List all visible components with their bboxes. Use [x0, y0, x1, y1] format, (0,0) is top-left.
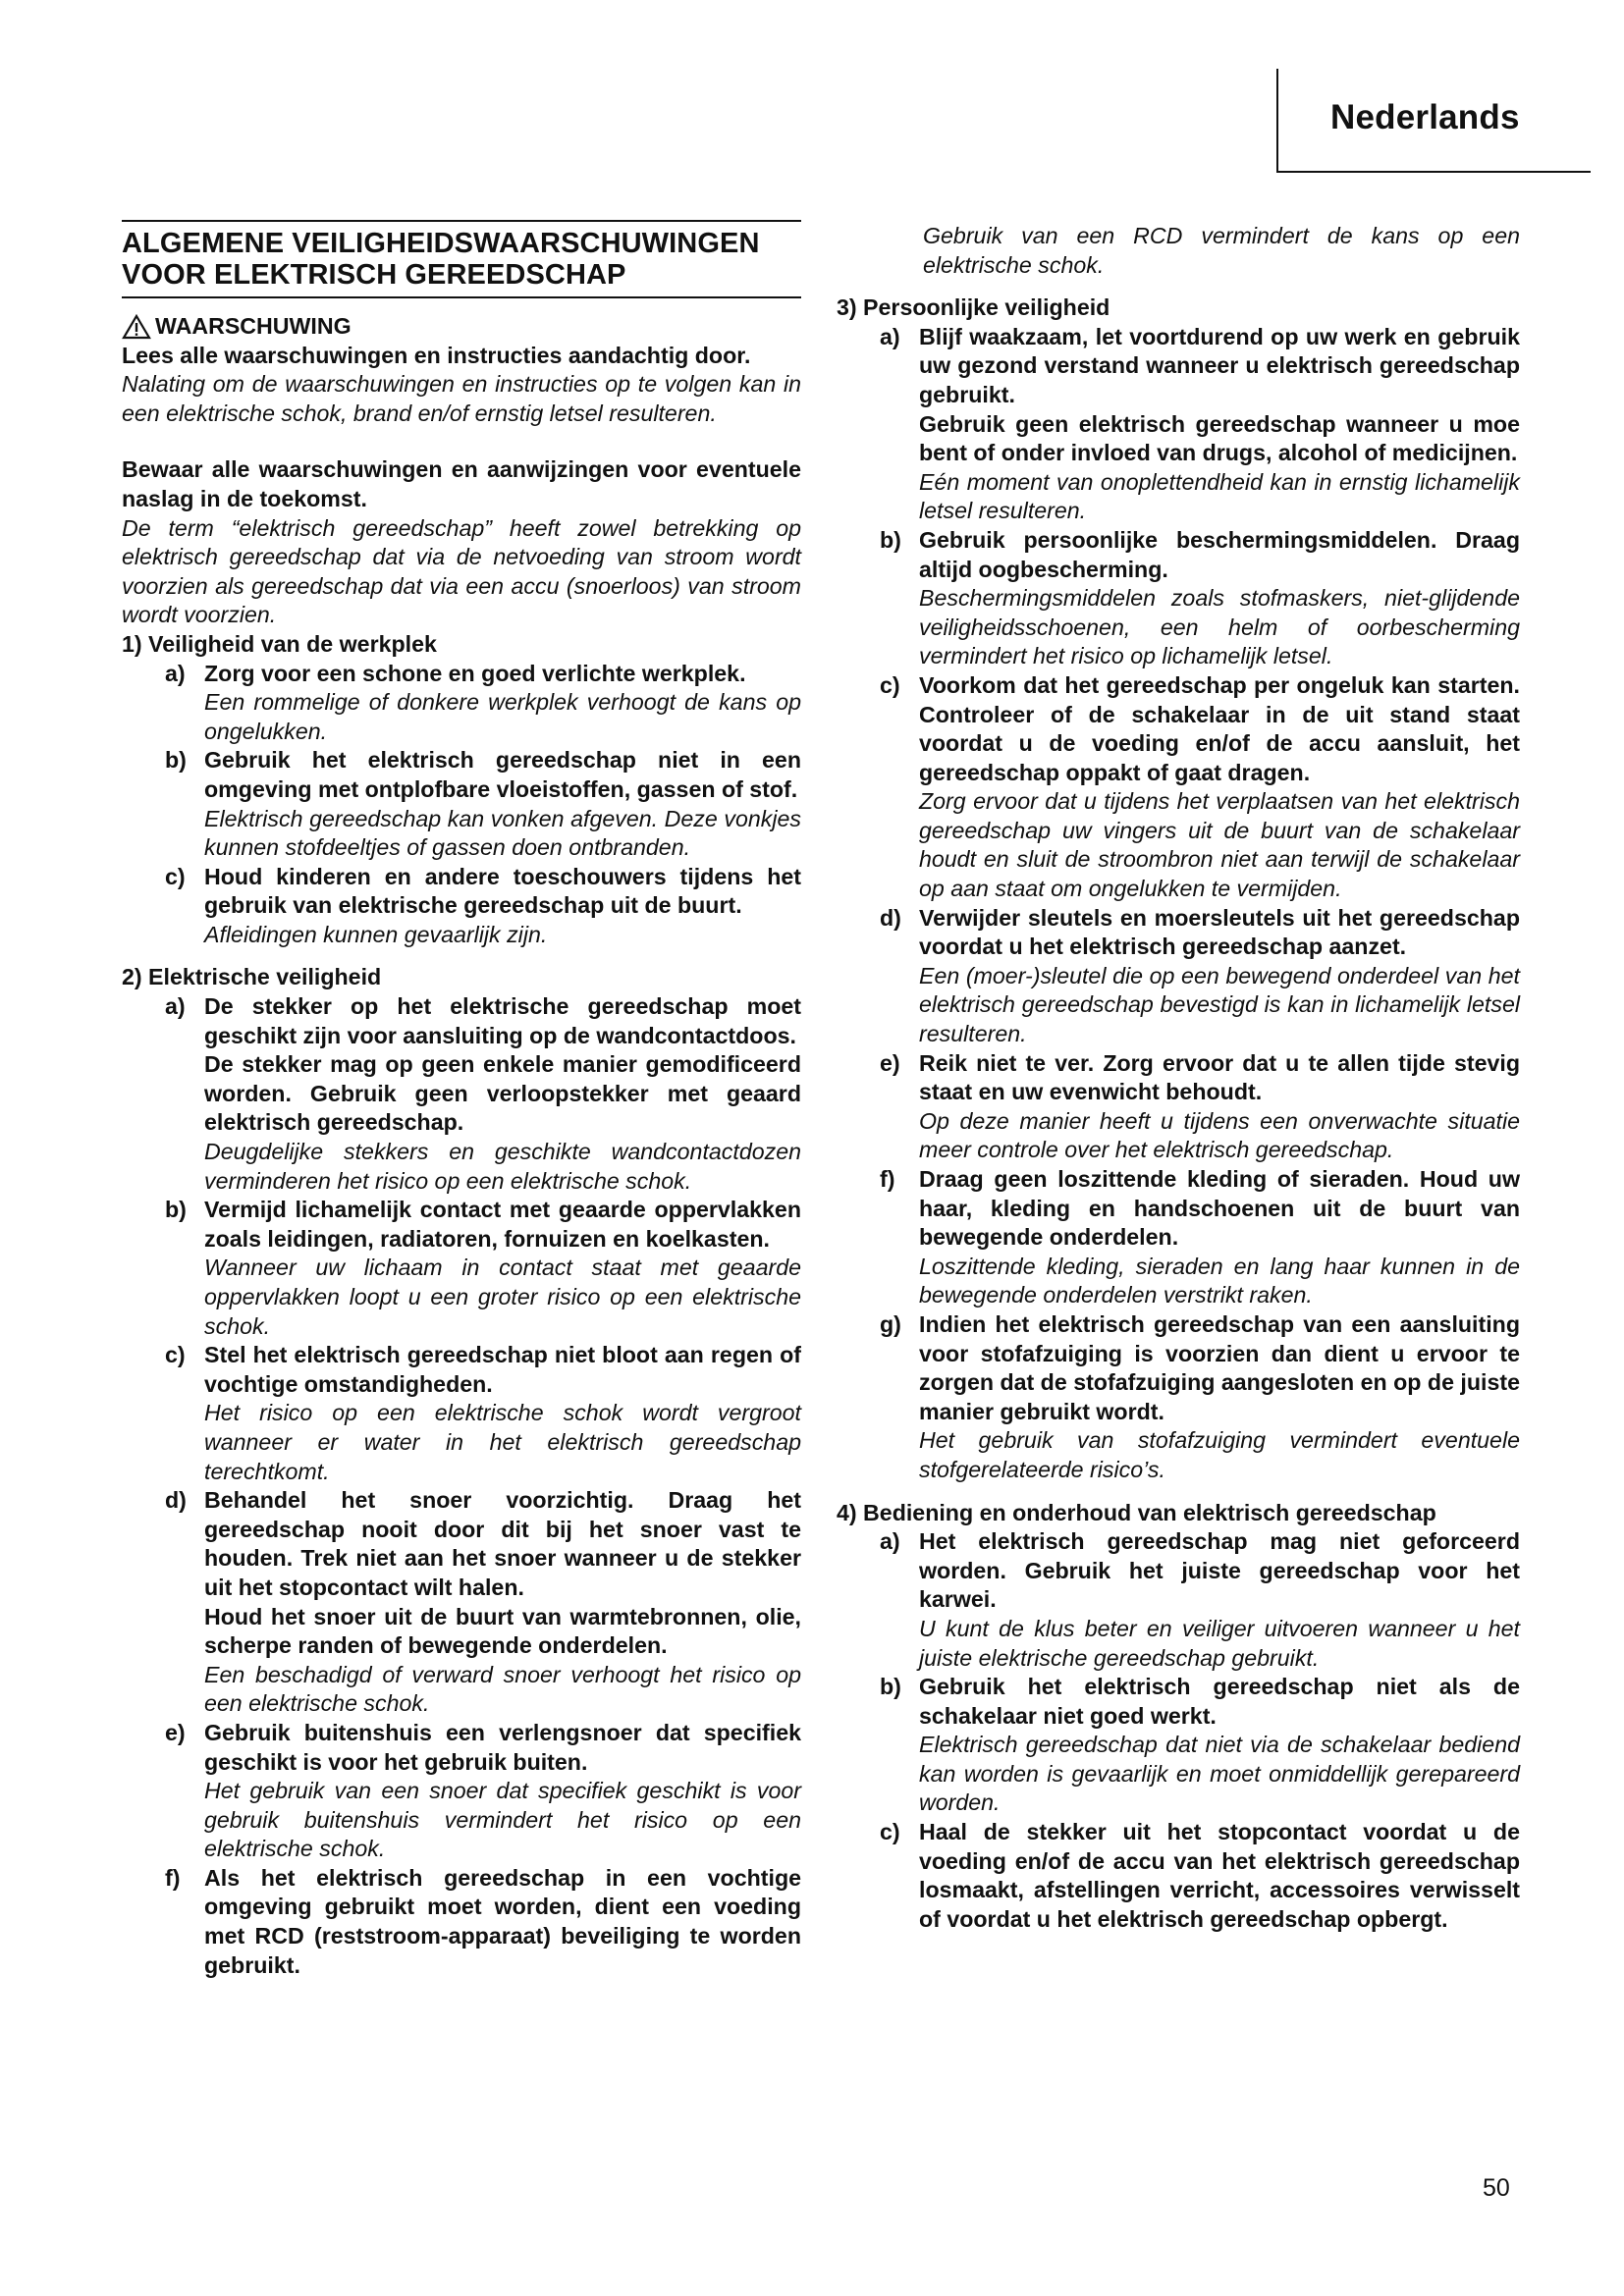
section-heading: 3) Persoonlijke veiligheid	[837, 294, 1110, 321]
list-item: a) Het elektrisch gereedschap mag niet geforceerd worden. Gebruik het juiste gereedschap voor het karwei. U kunt de klus beter en veiliger uitvoeren wanneer u het juiste elektrische gereedschap gebruikt.	[880, 1528, 1520, 1671]
intro-italic: Nalating om de waarschuwingen en instructies op te volgen kan in een elektrische schok, brand en/of ernstig letsel resulteren.	[122, 371, 801, 426]
title-top-rule	[122, 220, 801, 222]
language-tab-border	[1276, 69, 1278, 173]
page-number: 50	[1483, 2174, 1510, 2202]
list-item: c) Houd kinderen en andere toeschouwers tijdens het gebruik van elektrische gereedschap uit de buurt. Afleidingen kunnen gevaarlijk zijn.	[165, 863, 801, 947]
right-column	[837, 222, 1520, 1934]
list-item: e) Gebruik buitenshuis een verlengsnoer dat specifiek geschikt is voor het gebruik buiten. Het gebruik van een snoer dat specifiek geschikt is voor gebruik buitenshuis vermindert het risico op een elektrische schok.	[165, 1719, 801, 1862]
section-1-items	[165, 660, 801, 950]
warning-triangle-icon	[122, 314, 151, 340]
section-heading: 1) Veiligheid van de werkplek	[122, 630, 437, 657]
list-item: c) Voorkom dat het gereedschap per ongeluk kan starten. Controleer of de schakelaar in de uit stand staat voordat u de voeding en/of de accu aansluit, het gereedschap oppakt of gaat dragen. Zorg ervoor dat u tijdens het verplaatsen van het elektrisch gereedschap uw vingers uit de buurt van de schakelaar houdt en sluit de stroombron niet aan terwijl de schakelaar op aan staat om ongelukken te vermijden.	[880, 671, 1520, 902]
section-4-items	[880, 1527, 1520, 1934]
keep-italic: De term “elektrisch gereedschap” heeft zowel betrekking op elektrisch gereedschap dat via de netvoeding van stroom wordt voorzien als gereedschap dat via een accu (snoerloos) van stroom wordt voorzien.	[122, 514, 801, 628]
intro-bold: Lees alle waarschuwingen en instructies aandachtig door.	[122, 342, 751, 368]
list-item: f) Als het elektrisch gereedschap in een vochtige omgeving gebruikt moet worden, dient een voeding met RCD (reststroom-apparaat) beveiliging te worden gebruikt.	[165, 1864, 801, 1978]
list-item: a) Zorg voor een schone en goed verlichte werkplek. Een rommelige of donkere werkplek verhoogt de kans op ongelukken.	[165, 660, 801, 744]
list-item: a) Blijf waakzaam, let voortdurend op uw werk en gebruik uw gezond verstand wanneer u elektrisch gereedschap gebruikt. Gebruik geen elektrisch gereedschap wanneer u moe bent of onder invloed van drugs, alcohol of medicijnen. Eén moment van onoplettendheid kan in ernstig lichamelijk letsel resulteren.	[880, 323, 1520, 524]
list-item: a) De stekker op het elektrische gereedschap moet geschikt zijn voor aansluiting op de wandcontactdoos. De stekker mag op geen enkele manier gemodificeerd worden. Gebruik geen verloopstekker met geaard elektrisch gereedschap. Deugdelijke stekkers en geschikte wandcontactdozen verminderen het risico op een elektrische schok.	[165, 993, 801, 1194]
list-item-continuation: Gebruik van een RCD vermindert de kans op een elektrische schok.	[923, 223, 1520, 278]
left-column	[122, 220, 801, 1980]
warning-heading	[122, 312, 801, 342]
language-tab-underline	[1276, 171, 1591, 173]
section-3-items	[880, 323, 1520, 1485]
list-item: b) Gebruik het elektrisch gereedschap niet als de schakelaar niet goed werkt. Elektrisch gereedschap dat niet via de schakelaar bediend kan worden is gevaarlijk en moet onmiddellijk gerepareerd worden.	[880, 1674, 1520, 1816]
list-item: d) Behandel het snoer voorzichtig. Draag het gereedschap nooit door dit bij het snoer vast te houden. Trek niet aan het snoer wanneer u de stekker uit het stopcontact wilt halen. Houd het snoer uit de buurt van warmtebronnen, olie, scherpe randen of bewegende onderdelen. Een beschadigd of verward snoer verhoogt het risico op een elektrische schok.	[165, 1487, 801, 1717]
list-item: d) Verwijder sleutels en moersleutels uit het gereedschap voordat u het elektrisch gereedschap aanzet. Een (moer-)sleutel die op een bewegend onderdeel van het elektrisch gereedschap bevestigd is kan in lichamelijk letsel resulteren.	[880, 904, 1520, 1047]
section-2-items	[165, 992, 801, 1980]
keep-bold: Bewaar alle waarschuwingen en aanwijzingen voor eventuele naslag in de toekomst.	[122, 456, 801, 511]
list-item: g) Indien het elektrisch gereedschap van een aansluiting voor stofafzuiging is voorzien dan dient u ervoor te zorgen dat de stofafzuiging aangesloten en op de juiste manier gebruikt wordt. Het gebruik van stofafzuiging vermindert eventuele stofgerelateerde risico’s.	[880, 1310, 1520, 1482]
section-heading: 4) Bediening en onderhoud van elektrisch gereedschap	[837, 1499, 1436, 1525]
list-item: b) Vermijd lichamelijk contact met geaarde oppervlakken zoals leidingen, radiatoren, fornuizen en koelkasten. Wanneer uw lichaam in contact staat met geaarde oppervlakken loopt u een groter risico op een elektrische schok.	[165, 1197, 801, 1339]
title-line-2: VOOR ELEKTRISCH GEREEDSCHAP	[122, 259, 626, 291]
title-line-1: ALGEMENE VEILIGHEIDSWAARSCHUWINGEN	[122, 228, 760, 259]
title-bottom-rule	[122, 296, 801, 298]
list-item: f) Draag geen loszittende kleding of sieraden. Houd uw haar, kleding en handschoenen uit de buurt van bewegende onderdelen. Loszittende kleding, sieraden en lang haar kunnen in de bewegende onderdelen verstrikt raken.	[880, 1166, 1520, 1308]
list-item: c) Stel het elektrisch gereedschap niet bloot aan regen of vochtige omstandigheden. Het risico op een elektrische schok wordt vergroot wanneer er water in het elektrisch gereedschap terechtkomt.	[165, 1342, 801, 1484]
warning-label: WAARSCHUWING	[155, 313, 352, 339]
list-item: b) Gebruik persoonlijke beschermingsmiddelen. Draag altijd oogbescherming. Beschermingsmiddelen zoals stofmaskers, niet-glijdende veiligheidsschoenen, een helm of oorbescherming vermindert het risico op lichamelijk letsel.	[880, 526, 1520, 669]
list-item: b) Gebruik het elektrisch gereedschap niet in een omgeving met ontplofbare vloeistoffen, gassen of stof. Elektrisch gereedschap kan vonken afgeven. Deze vonkjes kunnen stofdeeltjes of gassen doen ontbranden.	[165, 747, 801, 861]
list-item: e) Reik niet te ver. Zorg ervoor dat u te allen tijde stevig staat en uw evenwicht behoudt. Op deze manier heeft u tijdens een onverwachte situatie meer controle over het elektrisch gereedschap.	[880, 1049, 1520, 1163]
page-title	[122, 228, 801, 291]
section-heading: 2) Elektrische veiligheid	[122, 964, 382, 990]
language-tab: Nederlands	[1330, 98, 1520, 136]
list-item: c) Haal de stekker uit het stopcontact voordat u de voeding en/of de accu van het elektrisch gereedschap losmaakt, afstellingen verricht, accessoires verwisselt of voordat u het elektrisch gereedschap opbergt.	[880, 1819, 1520, 1932]
